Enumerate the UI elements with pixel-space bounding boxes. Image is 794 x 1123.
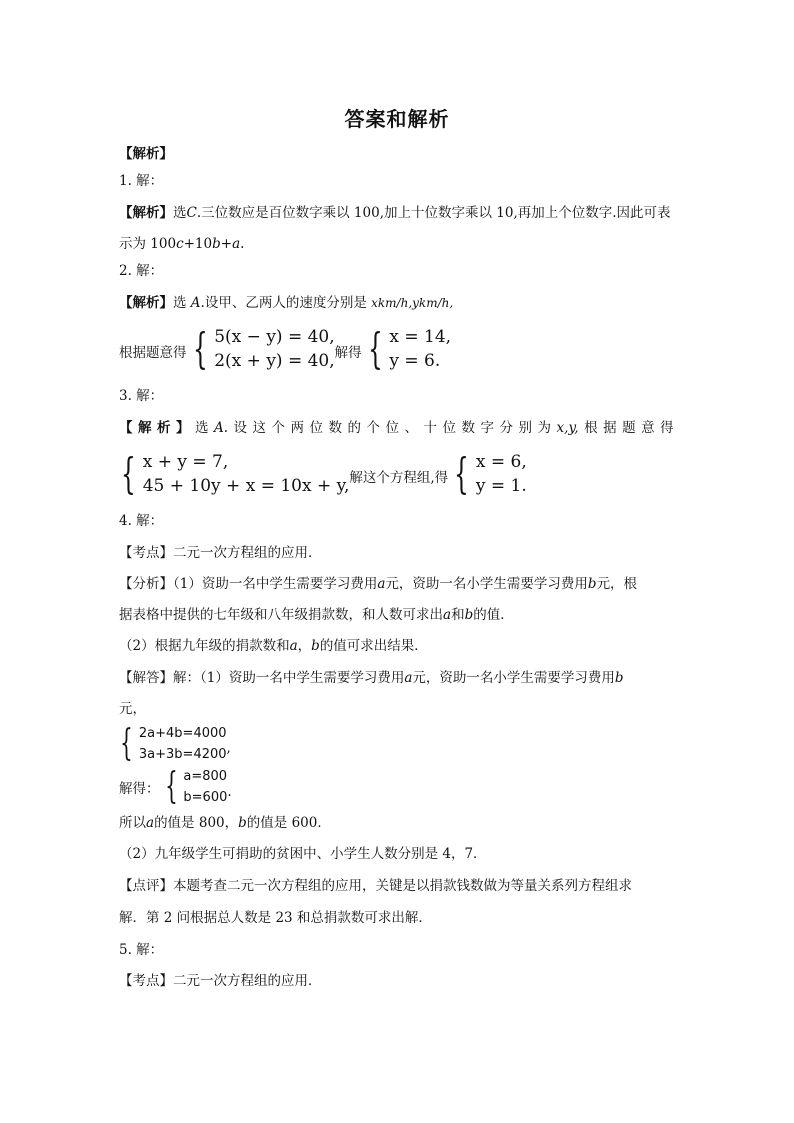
q4-brace-right: { — [164, 766, 178, 807]
q4-result-b: b — [238, 815, 247, 831]
page-title: 答案和解析 — [344, 107, 450, 131]
q3-brace-right: { — [454, 449, 469, 498]
q4-jieda1-b: b — [614, 670, 624, 686]
q1-number: 1. 解： — [119, 173, 164, 189]
q3-line-char: 的 — [347, 420, 362, 436]
q2-text-mid: .设甲、乙两人的速度分别是 — [200, 295, 372, 311]
q4-solve: 解得： — [119, 781, 160, 797]
q4-result-mid1: 的值是 800， — [154, 815, 239, 831]
q4-fenxi2-b: b — [464, 607, 474, 623]
q3-line-char: 、 — [404, 420, 419, 436]
q3-line-char: 得 — [660, 420, 674, 436]
q4-jieda-line2: 元， — [119, 701, 146, 717]
q3-line-char: 这 — [252, 420, 267, 436]
q4-fenxi1-post: 元，根 — [596, 576, 638, 592]
q1-plus: + — [220, 236, 233, 252]
q2-eq2: 2(x + y) = 40, — [214, 351, 335, 371]
q4-result-a: a — [146, 815, 155, 831]
q3-line-char: 题 — [622, 420, 636, 436]
q3-solution — [476, 450, 527, 498]
q4-fenxi-line3 — [119, 636, 428, 656]
q3-line-char: A. — [214, 420, 229, 436]
q1-var-a: a — [232, 236, 241, 252]
q3-brace-left: { — [121, 449, 136, 498]
q4-jieda-line1 — [119, 668, 624, 688]
q4-fenxi3-b: b — [311, 638, 320, 654]
q2-solve: 解得 — [334, 345, 362, 361]
q4-fenxi1-pre: 【分析】（1）资助一名中学生需要学习费用 — [119, 576, 378, 592]
q2-tag: 【解析】 — [119, 295, 173, 311]
q3-line-char: 位 — [385, 420, 400, 436]
q4-fenxi3-mid: ， — [297, 638, 312, 654]
q3-line-char: 个 — [366, 420, 381, 436]
q3-line-char: 数 — [328, 420, 343, 436]
q2-speeds: xkm/h,ykm/h, — [371, 296, 454, 310]
q2-solution — [389, 325, 451, 373]
q1-var-c: c — [176, 236, 184, 252]
q2-brace-left: { — [192, 324, 208, 373]
q4-fenxi1-b: b — [587, 576, 597, 592]
q4-system — [139, 723, 227, 765]
q3-line-char: 别 — [518, 420, 533, 436]
q5-kaodian: 【考点】二元一次方程组的应用． — [119, 973, 322, 989]
q3-line-char: 】 — [176, 420, 190, 436]
q1-option: C — [186, 205, 197, 221]
q2-system — [214, 325, 334, 373]
q4-sol1: a=800 — [183, 769, 228, 784]
q3-system — [143, 450, 350, 498]
q1-tag: 【解析】 — [119, 205, 173, 221]
q3-eq1: x + y = 7, — [142, 452, 229, 472]
q1-line2 — [119, 234, 244, 254]
q4-fenxi2-mid: 和 — [451, 607, 465, 623]
q4-kaodian: 【考点】二元一次方程组的应用． — [119, 545, 322, 561]
q3-line-char: 选 — [195, 420, 209, 436]
q4-fenxi1-a: a — [377, 576, 386, 592]
q3-line-char: 位 — [309, 420, 324, 436]
q4-number: 4. 解： — [119, 513, 164, 529]
q3-line-char: 字 — [480, 420, 495, 436]
q4-fenxi2-a: a — [443, 607, 452, 623]
q3-line-char: 设 — [233, 420, 248, 436]
q1-var-b: b — [212, 236, 221, 252]
q4-jieda1-mid: 元，资助一名小学生需要学习费用 — [412, 670, 615, 686]
q4-eq-end: , — [226, 740, 231, 756]
q4-fenxi-line2 — [119, 605, 514, 625]
q4-result-mid2: 的值是 600． — [246, 815, 331, 831]
q4-sol2: b=600 — [183, 790, 228, 805]
q4-fenxi2-post: 的值． — [473, 607, 514, 623]
q3-eq2: 45 + 10y + x = 10x + y, — [142, 476, 350, 496]
q2-number: 2. 解： — [119, 263, 164, 279]
q4-fenxi3-pre: （2）根据九年级的捐款数和 — [119, 638, 290, 654]
q3-line-char: 数 — [461, 420, 476, 436]
q3-line-char: 两 — [290, 420, 305, 436]
q3-sol2: y = 1. — [475, 476, 527, 496]
q4-dianping-line2: 解．第 2 问根据总人数是 23 和总捐款数可求出解． — [119, 910, 432, 926]
q3-line-char: x,y, — [556, 420, 579, 436]
q1-line1 — [119, 203, 671, 223]
q4-solution — [119, 765, 232, 809]
q3-line-char: 意 — [641, 420, 655, 436]
q2-brace-right: { — [367, 324, 383, 373]
q4-fenxi1-mid: 元，资助一名小学生需要学习费用 — [385, 576, 588, 592]
q3-equations — [119, 449, 527, 499]
q3-solve: 解这个方程组,得 — [349, 470, 449, 486]
q2-line1 — [119, 293, 453, 313]
q1-line1-pre: 选 — [173, 205, 187, 221]
q4-fenxi2-pre: 据表格中提供的七年级和八年级捐款数，和人数可求出 — [119, 607, 443, 623]
q3-line1 — [119, 418, 674, 438]
q4-result — [119, 813, 331, 833]
q2-according: 根据题意得 — [119, 345, 187, 361]
q1-line2-mid: +10 — [183, 236, 213, 252]
q5-number: 5. 解： — [119, 942, 164, 958]
q4-dianping-line1: 【点评】本题考查二元一次方程组的应用，关键是以捐款钱数做为等量关系列方程组求 — [119, 878, 632, 894]
section-label: 【解析】 — [119, 146, 173, 162]
q3-line-char: 根 — [584, 420, 598, 436]
q3-line-char: 个 — [271, 420, 286, 436]
q4-equations — [119, 722, 231, 766]
q3-line-char: 【 — [119, 420, 133, 436]
q4-sol-end: . — [227, 784, 232, 800]
q4-fenxi-line1 — [119, 574, 637, 594]
q1-end: . — [240, 236, 245, 252]
q4-fenxi3-a: a — [289, 638, 298, 654]
q3-line-char: 解 — [138, 420, 152, 436]
q4-part2: （2）九年级学生可捐助的贫困中、小学生人数分别是 4，7． — [119, 846, 487, 862]
q3-number: 3. 解： — [119, 388, 164, 404]
q4-result-pre: 所以 — [119, 815, 146, 831]
q4-eq1: 2a+4b=4000 — [138, 726, 227, 741]
q3-line-char: 为 — [537, 420, 552, 436]
q4-fenxi3-post: 的值可求出结果． — [319, 638, 428, 654]
q3-line-char: 据 — [603, 420, 617, 436]
q3-line-char: 十 — [423, 420, 438, 436]
q2-equations — [119, 324, 451, 374]
q2-sol2: y = 6. — [389, 351, 441, 371]
q3-sol1: x = 6, — [475, 452, 527, 472]
q4-jieda1-a: a — [404, 670, 413, 686]
q2-eq1: 5(x − y) = 40, — [214, 327, 335, 347]
q2-sol1: x = 14, — [389, 327, 452, 347]
q3-line-char: 分 — [499, 420, 514, 436]
q4-solution-system — [183, 766, 227, 808]
q1-line2-pre: 示为 100 — [119, 236, 177, 252]
q4-eq2: 3a+3b=4200 — [138, 747, 227, 762]
q2-text-pre: 选 — [173, 295, 191, 311]
q4-jieda1-pre: 【解答】解：（1）资助一名中学生需要学习费用 — [119, 670, 405, 686]
q4-brace-left: { — [120, 723, 133, 764]
q3-line-char: 位 — [442, 420, 457, 436]
q1-line1-post: .三位数应是百位数字乘以 100,加上十位数字乘以 10,再加上个位数字.因此可表 — [196, 205, 671, 221]
q3-line-char: 析 — [157, 420, 171, 436]
q2-option: A — [190, 295, 201, 311]
